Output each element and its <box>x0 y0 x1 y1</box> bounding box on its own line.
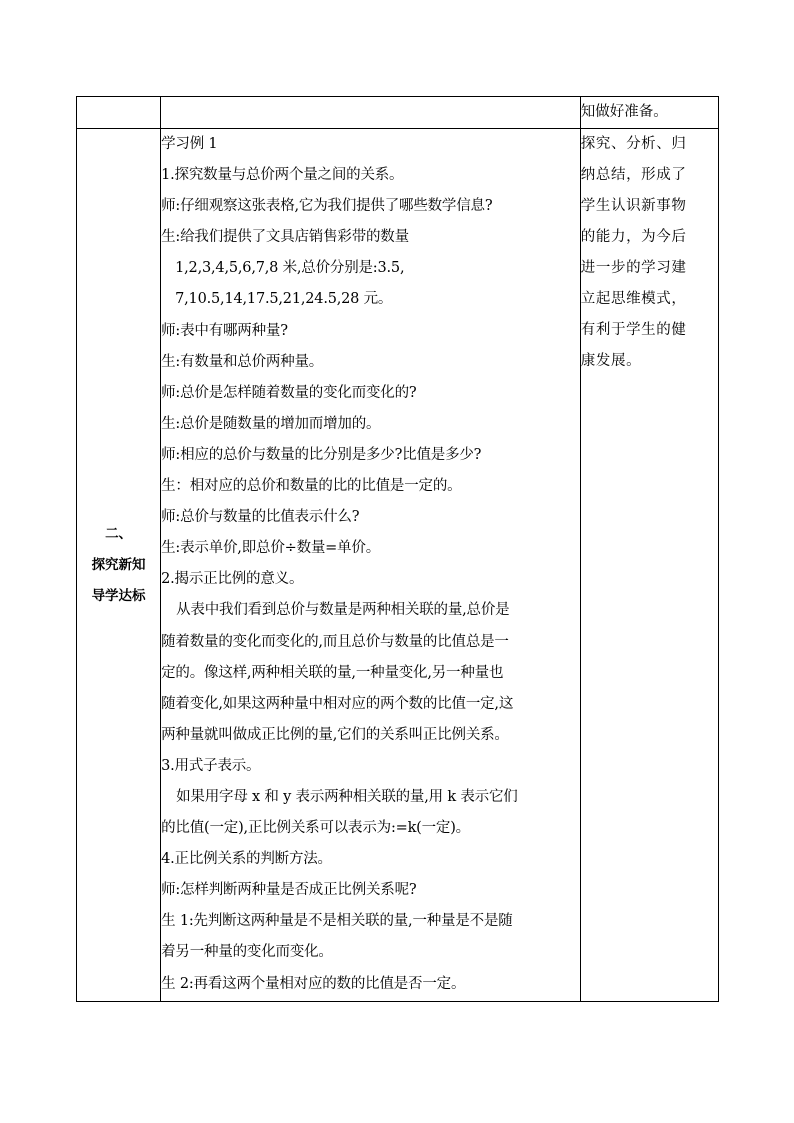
design-line: 学生认识新事物 <box>580 198 687 214</box>
content-line: 生：相对应的总价和数量的比的比值是一定的。 <box>161 478 462 495</box>
content-line: 1.探究数量与总价两个量之间的关系。 <box>161 167 404 184</box>
design-line: 立起思维模式， <box>580 291 687 307</box>
content-line: 随着变化,如果这两种量中相对应的两个数的比值一定,这 <box>161 695 514 712</box>
content-line: 7,10.5,14,17.5,21,24.5,28 元。 <box>175 291 393 308</box>
stage-line: 二、 <box>105 525 133 542</box>
top-stage-cell <box>77 97 161 129</box>
content-line: 两种量就叫做成正比例的量,它们的关系叫正比例关系。 <box>161 726 509 743</box>
top-design-cell <box>580 97 718 129</box>
table-row-top <box>77 97 719 129</box>
content-line: 师:总价是怎样随着数量的变化而变化的? <box>161 384 417 401</box>
content-line: 师:仔细观察这张表格,它为我们提供了哪些数学信息? <box>161 198 493 215</box>
content-line: 从表中我们看到总价与数量是两种相关联的量,总价是 <box>176 602 510 619</box>
content-line: 生:给我们提供了文具店销售彩带的数量 <box>161 229 409 246</box>
stage-label <box>92 519 146 612</box>
design-line: 纳总结，形成了 <box>580 167 687 183</box>
design-line: 进一步的学习建 <box>580 260 687 276</box>
content-line: 定的。像这样,两种相关联的量,一种量变化,另一种量也 <box>161 664 504 681</box>
design-line: 探究、分析、归 <box>580 136 687 152</box>
design-line: 有利于学生的健 <box>580 322 687 338</box>
design-line: 的能力，为今后 <box>580 229 687 245</box>
content-line: 师:相应的总价与数量的比分别是多少?比值是多少? <box>161 446 482 463</box>
design-line: 康发展。 <box>580 353 642 369</box>
content-line: 4.正比例关系的判断方法。 <box>161 851 332 868</box>
content-line: 师:总价与数量的比值表示什么? <box>161 509 360 526</box>
content-line: 师:怎样判断两种量是否成正比例关系呢? <box>161 882 417 899</box>
stage-line: 导学达标 <box>91 587 146 604</box>
content-line: 2.揭示正比例的意义。 <box>161 571 304 588</box>
content-line: 的比值(一定),正比例关系可以表示为:=k(一定)。 <box>161 820 470 837</box>
content-line: 着另一种量的变化而变化。 <box>161 944 333 961</box>
content-line: 生:有数量和总价两种量。 <box>161 353 324 370</box>
content-line: 学习例 1 <box>161 136 218 152</box>
content-line: 师:表中有哪两种量? <box>161 322 288 339</box>
content-line: 生:表示单价,即总价÷数量=单价。 <box>161 540 381 557</box>
content-cell <box>161 129 581 1002</box>
content-line: 随着数量的变化而变化的,而且总价与数量的比值总是一 <box>161 633 509 650</box>
content-line: 生:总价是随数量的增加而增加的。 <box>161 415 381 432</box>
design-intent-cell <box>580 129 718 1002</box>
content-line: 1,2,3,4,5,6,7,8 米,总价分别是:3.5, <box>175 260 405 277</box>
content-line: 生 2:再看这两个量相对应的数的比值是否一定。 <box>161 975 466 992</box>
content-line: 如果用字母 x 和 y 表示两种相关联的量,用 k 表示它们 <box>176 788 518 805</box>
top-content-cell <box>161 97 581 129</box>
top-design-text: 知做好准备。 <box>580 104 668 120</box>
table-row-main <box>77 129 719 1002</box>
stage-cell <box>77 129 161 1002</box>
stage-line: 探究新知 <box>91 556 146 573</box>
content-line: 3.用式子表示。 <box>161 757 261 774</box>
lesson-plan-table <box>76 96 719 1002</box>
content-line: 生 1:先判断这两种量是不是相关联的量,一种量是不是随 <box>161 913 513 930</box>
